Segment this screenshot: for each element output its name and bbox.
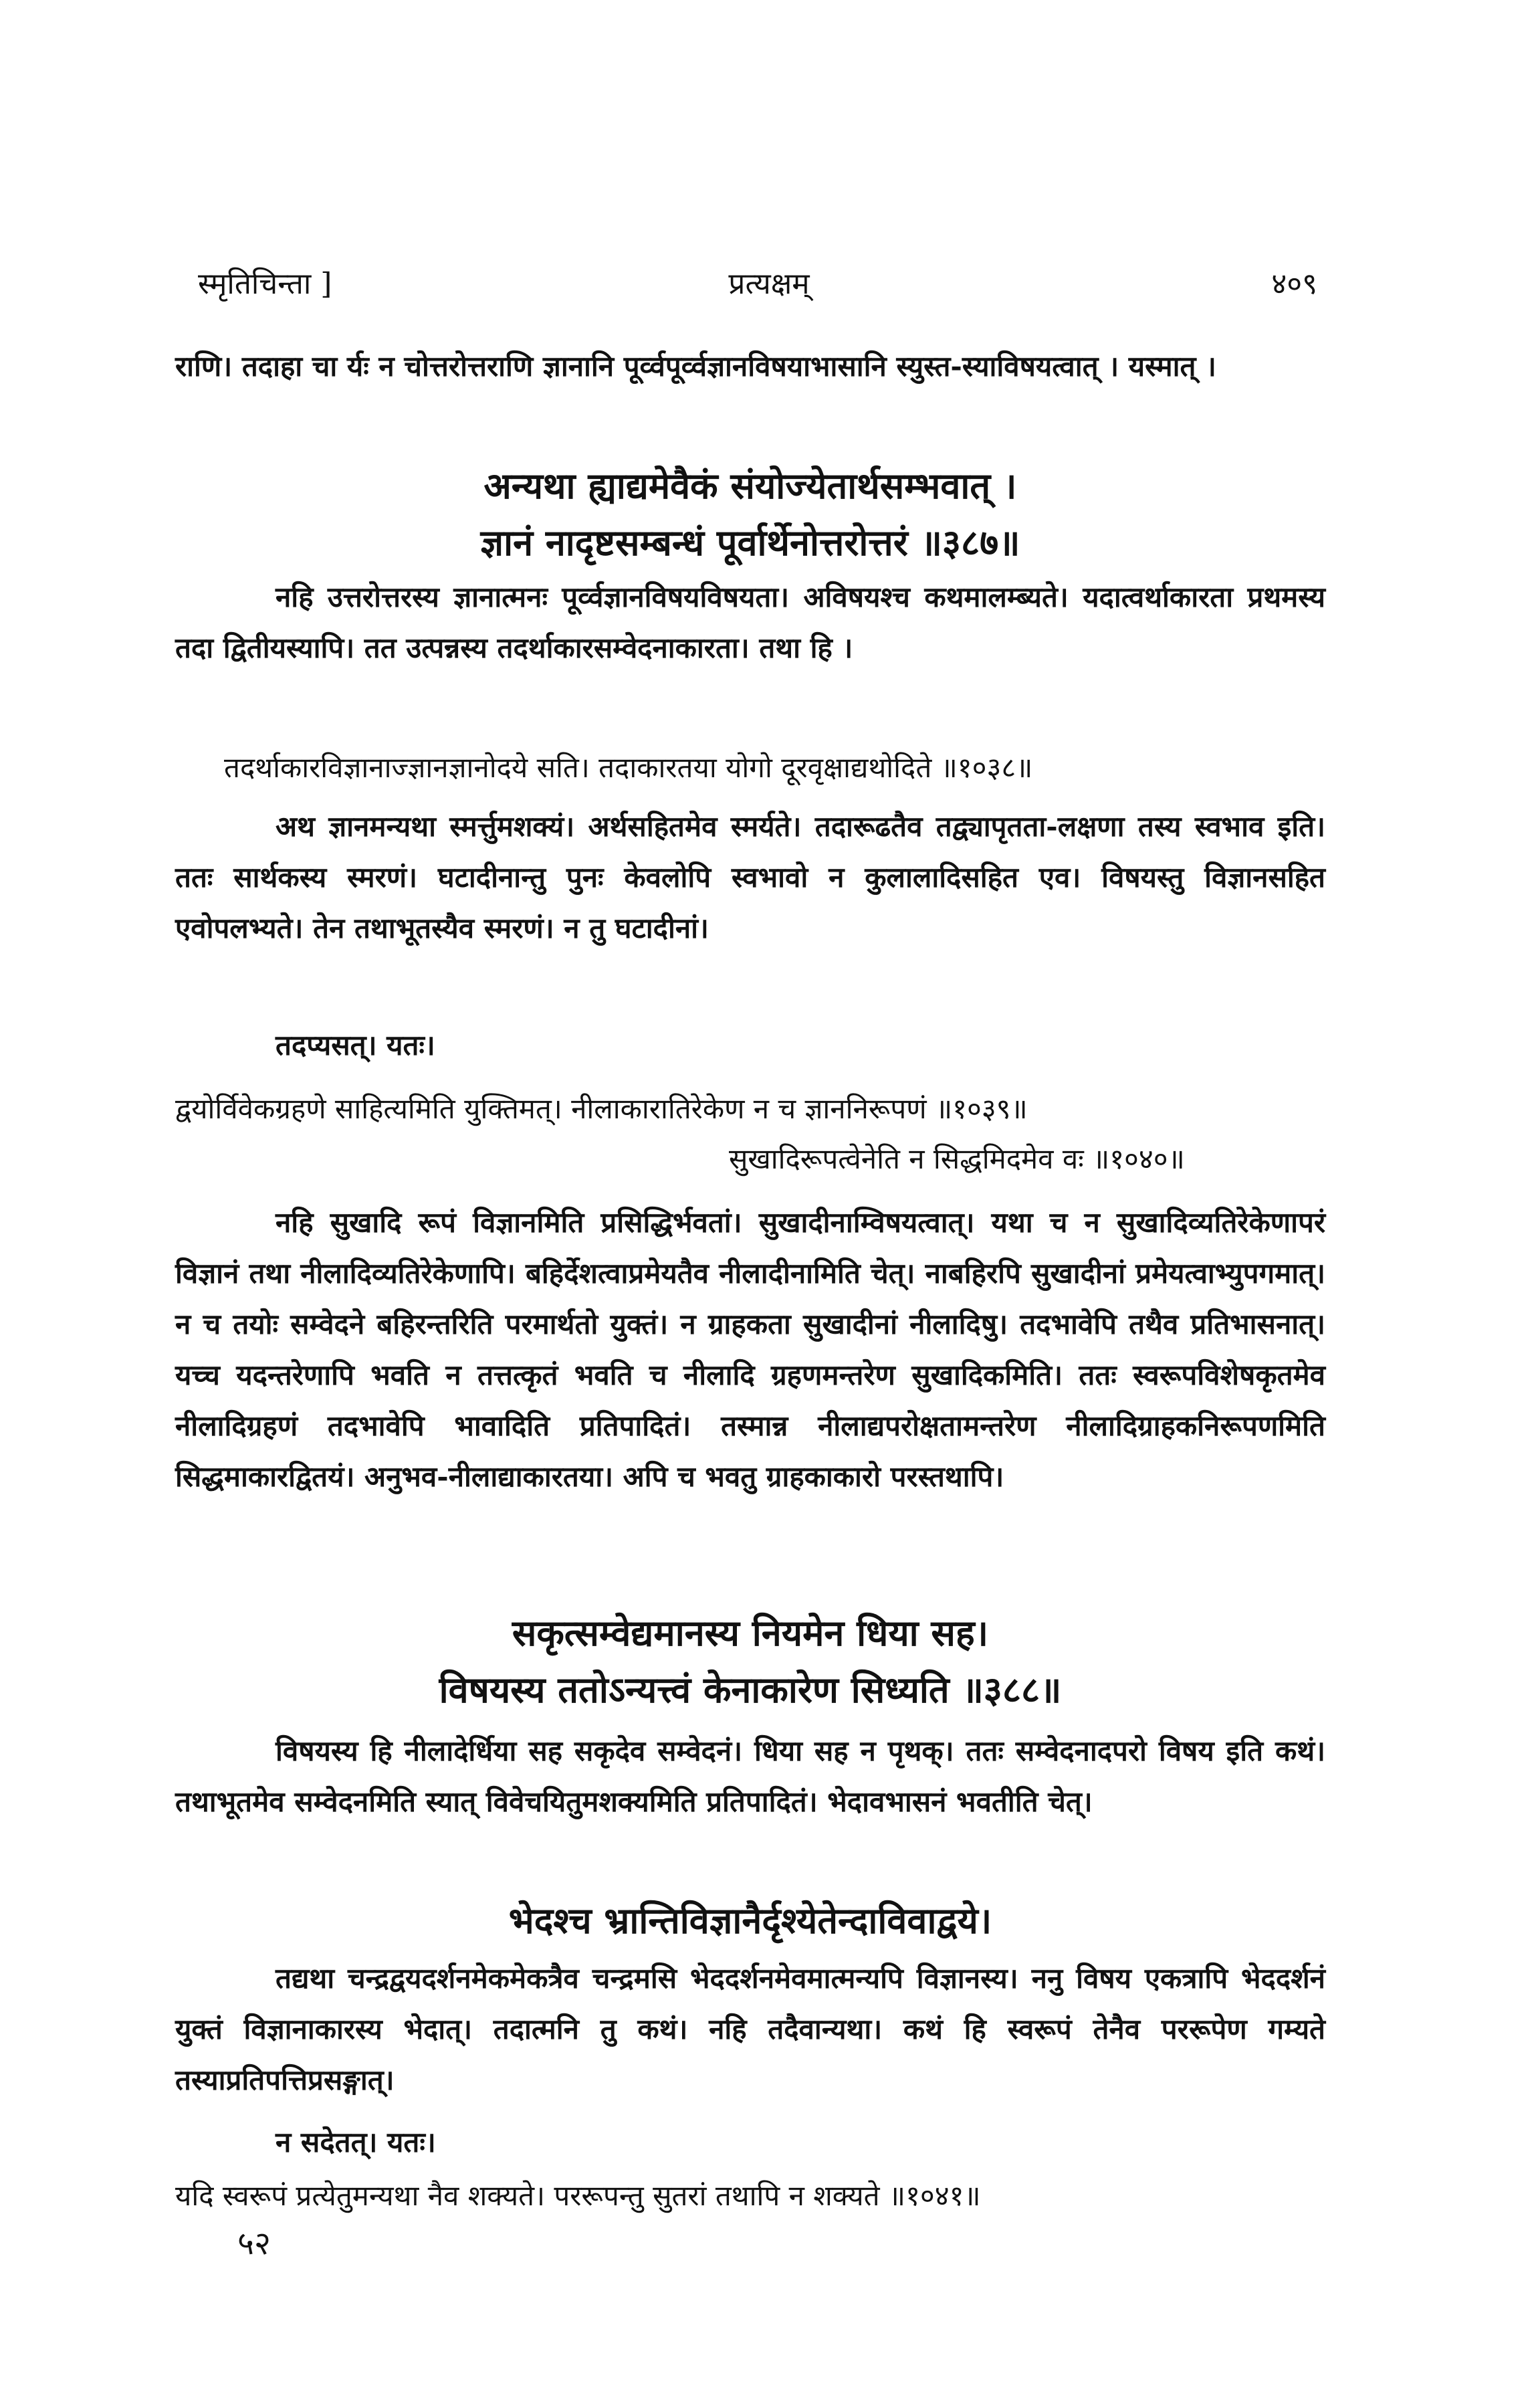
sloka-1038: तदर्थाकारविज्ञानाज्ज्ञानज्ञानोदये सति। तदाकारतया योगो दूरवृक्षाद्यथोदिते ॥१०३८॥ xyxy=(224,751,1033,784)
running-header-left: स्मृतिचिन्ता ] xyxy=(198,267,332,301)
verse-387-line-2: ज्ञानं नादृष्टसम्बन्धं पूर्वार्थेनोत्तरोत्तरं ॥३८७॥ xyxy=(480,521,1020,564)
verse-387-line-1: अन्यथा ह्याद्यमेवैकं संयोज्येतार्थसम्भवात् । xyxy=(483,464,1017,507)
commentary-paragraph-5: तद्यथा चन्द्रद्वयदर्शनमेकमेकत्रैव चन्द्रमसि भेददर्शनमेवमात्मन्यपि विज्ञानस्य। ननु विषय एकत्रापि भेददर्शनं युक्तं विज्ञानाकारस्य भेदात्। तदात्मनि तु कथं। नहि तदैवान्यथा। कथं हि स्वरूपं तेनैव पररूपेण गम्यते तस्याप्रतिपत्तिप्रसङ्गात्। xyxy=(175,1962,1325,2096)
running-header-center: प्रत्यक्षम् xyxy=(728,267,810,301)
verse-388-line-2: विषयस्य ततोऽन्यत्त्वं केनाकारेण सिध्यति ॥३८८॥ xyxy=(439,1668,1062,1711)
objection-line-2: न सदेतत्। यतः। xyxy=(276,2126,436,2159)
verse-388-line-1: सकृत्सम्वेद्यमानस्य नियमेन धिया सह। xyxy=(512,1611,989,1654)
commentary-paragraph-1: नहि उत्तरोत्तरस्य ज्ञानात्मनः पूर्व्वज्ञानविषयविषयता। अविषयश्च कथमालम्ब्यते। यदात्वर्थाकारता प्रथमस्य तदा द्वितीयस्यापि। तत उत्पन्नस्य तदर्थाकारसम्वेदनाकारता। तथा हि । xyxy=(175,581,1325,664)
paragraph-continuation: राणि। तदाहा चा र्यः न चोत्तरोत्तराणि ज्ञानानि पूर्व्वपूर्व्वज्ञानविषयाभासानि स्युस्त-स्याविषयत्वात् । यस्मात् । xyxy=(175,350,1216,383)
sloka-1041: यदि स्वरूपं प्रत्येतुमन्यथा नैव शक्यते। पररूपन्तु सुतरां तथापि न शक्यते ॥१०४१॥ xyxy=(175,2179,981,2212)
verse-half-line: भेदश्च भ्रान्तिविज्ञानैर्दृश्येतेन्दाविवाद्वये। xyxy=(508,1899,992,1942)
sloka-1040: सुखादिरूपत्वेनेति न सिद्धमिदमेव वः ॥१०४०॥ xyxy=(729,1142,1185,1175)
objection-line: तदप्यसत्। यतः। xyxy=(276,1029,435,1062)
commentary-paragraph-3: नहि सुखादि रूपं विज्ञानमिति प्रसिद्धिर्भवतां। सुखादीनाम्विषयत्वात्। यथा च न सुखादिव्यतिरेकेणापरं विज्ञानं तथा नीलादिव्यतिरेकेणापि। बहिर्देशत्वाप्रमेयतैव नीलादीनामिति चेत्। नाबहिरपि सुखादीनां प्रमेयत्वाभ्युपगमात्। न च तयोः सम्वेदने बहिरन्तरिति परमार्थतो युक्तं। न ग्राहकता सुखादीनां नीलादिषु। तदभावेपि तथैव प्रतिभासनात्। यच्च यदन्तरेणापि भवति न तत्तत्कृतं भवति च नीलादि ग्रहणमन्तरेण सुखादिकमिति। ततः स्वरूपविशेषकृतमेव नीलादिग्रहणं तदभावेपि भावादिति प्रतिपादितं। तस्मान्न नीलाद्यपरोक्षतामन्तरेण नीलादिग्राहकनिरूपणमिति सिद्धमाकारद्वितयं। अनुभव-नीलाद्याकारतया। अपि च भवतु ग्राहकाकारो परस्तथापि। xyxy=(175,1206,1325,1493)
signature-mark: ५२ xyxy=(237,2225,271,2262)
page-number: ४०९ xyxy=(1271,267,1317,301)
commentary-paragraph-4: विषयस्य हि नीलादेर्धिया सह सकृदेव सम्वेदनं। धिया सह न पृथक्। ततः सम्वेदनादपरो विषय इति कथं। तथाभूतमेव सम्वेदनमिति स्यात् विवेचयितुमशक्यमिति प्रतिपादितं। भेदावभासनं भवतीति चेत्। xyxy=(175,1734,1325,1818)
sloka-1039: द्वयोर्विवेकग्रहणे साहित्यमिति युक्तिमत्। नीलाकारातिरेकेण न च ज्ञाननिरूपणं ॥१०३९॥ xyxy=(175,1092,1028,1125)
commentary-paragraph-2: अथ ज्ञानमन्यथा स्मर्त्तुमशक्यं। अर्थसहितमेव स्मर्यते। तदारूढतैव तद्व्यापृतता-लक्षणा तस्य स्वभाव इति। ततः सार्थकस्य स्मरणं। घटादीनान्तु पुनः केवलोपि स्वभावो न कुलालादिसहित एव। विषयस्तु विज्ञानसहित एवोपलभ्यते। तेन तथाभूतस्यैव स्मरणं। न तु घटादीनां। xyxy=(175,810,1325,944)
